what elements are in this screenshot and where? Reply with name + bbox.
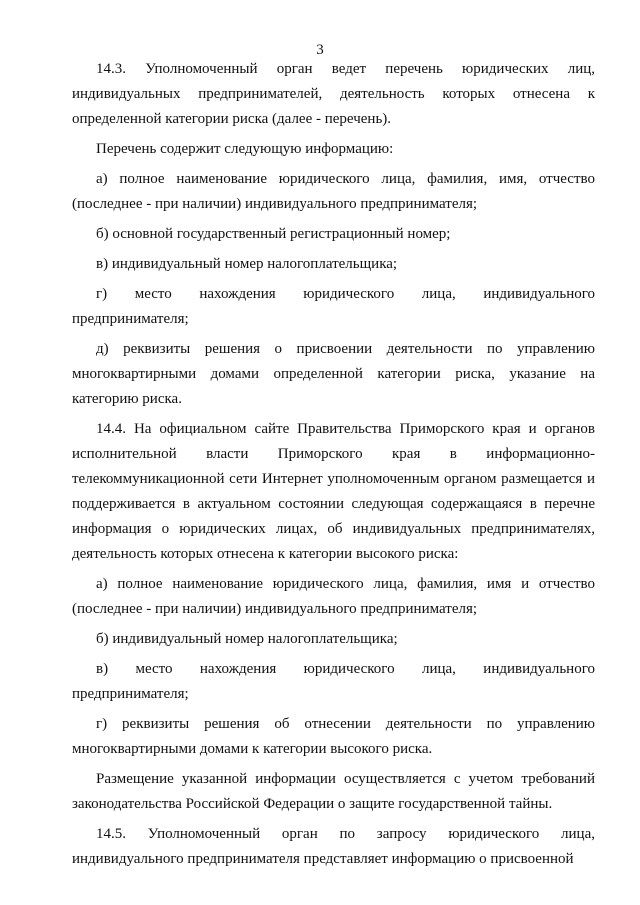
paragraph-state-secret: Размещение указанной информации осуществляется с учетом требований законодательства Российской Федерации о защите государственной тайны. <box>72 771 595 812</box>
paragraph-list-intro: Перечень содержит следующую информацию: <box>96 141 394 157</box>
list-item-g: г) место нахождения юридического лица, индивидуального предпринимателя; <box>72 286 595 327</box>
paragraph-14-3: 14.3. Уполномоченный орган ведет перечень юридических лиц, индивидуальных предпринимателей, деятельность которых отнесена к определенной категории риска (далее - перечень). <box>72 61 595 127</box>
list-item-a-high-risk: а) полное наименование юридического лица, фамилия, имя и отчество (последнее - при наличии) индивидуального предпринимателя; <box>72 576 595 617</box>
page-number: 3 <box>316 42 324 58</box>
list-item-d: д) реквизиты решения о присвоении деятельности по управлению многоквартирными домами определенной категории риска, указание на категорию риска. <box>72 341 595 407</box>
paragraph-14-4: 14.4. На официальном сайте Правительства Приморского края и органов исполнительной власти Приморского края в информационно-телекоммуникационной сети Интернет уполномоченным органом размещается и поддерживается в актуальном состоянии следующая содержащаяся в перечне информация о юридических лицах, об индивидуальных предпринимателях, деятельность которых отнесена к категории высокого риска: <box>72 421 595 562</box>
list-item-g-high-risk: г) реквизиты решения об отнесении деятельности по управлению многоквартирными домами к категории высокого риска. <box>72 716 595 757</box>
list-item-b-high-risk: б) индивидуальный номер налогоплательщика; <box>96 631 398 647</box>
list-item-v-high-risk: в) место нахождения юридического лица, индивидуального предпринимателя; <box>72 661 595 702</box>
paragraph-14-5: 14.5. Уполномоченный орган по запросу юридического лица, индивидуального предпринимателя представляет информацию о присвоенной <box>72 826 595 867</box>
list-item-a: а) полное наименование юридического лица, фамилия, имя, отчество (последнее - при наличии) индивидуального предпринимателя; <box>72 171 595 212</box>
list-item-v: в) индивидуальный номер налогоплательщика; <box>96 256 398 272</box>
document-body <box>72 57 595 875</box>
list-item-b: б) основной государственный регистрационный номер; <box>96 226 451 242</box>
